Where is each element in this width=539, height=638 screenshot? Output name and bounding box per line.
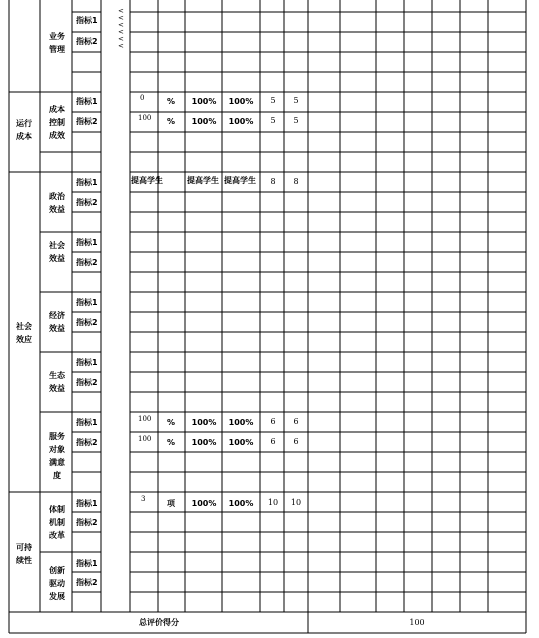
indicator-label: 指标2 xyxy=(76,198,98,207)
cost-row1-actual: 100% xyxy=(228,97,254,106)
political-row1-plan: 提高学生 xyxy=(187,176,219,185)
reform-row1-plan: 100% xyxy=(191,499,217,508)
indicator-label: 指标1 xyxy=(76,298,98,307)
reform-row1-actual: 100% xyxy=(228,499,254,508)
political-row1-target: 提高学生 xyxy=(131,176,163,185)
category-service-satisfaction: 服务 对象 满意 度 xyxy=(49,432,65,480)
indicator-label: 指标2 xyxy=(76,258,98,267)
total-score-value: 100 xyxy=(409,618,425,627)
cost-row1-plan: 100% xyxy=(191,97,217,106)
category-cost-control: 成本 控制 成效 xyxy=(49,105,65,140)
direction-marks: < < < < < < xyxy=(118,7,124,50)
indicator-label: 指标2 xyxy=(76,318,98,327)
cost-row1-weight: 5 xyxy=(270,96,276,105)
category-social-benefit: 社会 效益 xyxy=(49,241,65,263)
indicator-label: 指标1 xyxy=(76,16,98,25)
political-row1-weight: 8 xyxy=(270,177,276,186)
satisfaction-row2-target: 100 xyxy=(138,435,152,443)
political-row1-actual: 提高学生 xyxy=(224,176,256,185)
satisfaction-row1-unit: % xyxy=(166,418,175,427)
category-political-benefit: 政治 效益 xyxy=(49,192,65,214)
cost-row2-weight: 5 xyxy=(270,116,276,125)
dimension-social-effect: 社会 效应 xyxy=(16,322,32,344)
satisfaction-row2-weight: 6 xyxy=(270,437,276,446)
indicator-label: 指标2 xyxy=(76,117,98,126)
cost-row2-actual: 100% xyxy=(228,117,254,126)
category-economic-benefit: 经济 效益 xyxy=(49,311,65,333)
satisfaction-row1-score: 6 xyxy=(293,417,299,426)
satisfaction-row2-unit: % xyxy=(166,438,175,447)
cost-row1-target: 0 xyxy=(140,94,145,102)
category-innovation-driven: 创新 驱动 发展 xyxy=(49,566,65,601)
reform-row1-score: 10 xyxy=(290,498,302,507)
satisfaction-row1-weight: 6 xyxy=(270,417,276,426)
indicator-label: 指标1 xyxy=(76,559,98,568)
indicator-label: 指标2 xyxy=(76,378,98,387)
indicator-label: 指标1 xyxy=(76,97,98,106)
category-ecological-benefit: 生态 效益 xyxy=(49,371,65,393)
satisfaction-row1-plan: 100% xyxy=(191,418,217,427)
category-institutional-reform: 体制 机制 改革 xyxy=(49,505,65,540)
indicator-label: 指标2 xyxy=(76,578,98,587)
satisfaction-row2-score: 6 xyxy=(293,437,299,446)
satisfaction-row2-plan: 100% xyxy=(191,438,217,447)
reform-row1-weight: 10 xyxy=(267,498,279,507)
indicator-label: 指标1 xyxy=(76,238,98,247)
political-row1-score: 8 xyxy=(293,177,299,186)
cost-row1-score: 5 xyxy=(293,96,299,105)
cost-row2-target: 100 xyxy=(138,114,152,122)
category-business-management: 业务 管理 xyxy=(49,32,65,54)
satisfaction-row1-actual: 100% xyxy=(228,418,254,427)
cost-row2-plan: 100% xyxy=(191,117,217,126)
indicator-label: 指标1 xyxy=(76,358,98,367)
indicator-label: 指标1 xyxy=(76,418,98,427)
indicator-label: 指标2 xyxy=(76,37,98,46)
indicator-label: 指标1 xyxy=(76,499,98,508)
cost-row1-unit: % xyxy=(166,97,175,106)
satisfaction-row1-target: 100 xyxy=(138,415,152,423)
reform-row1-target: 3 xyxy=(141,495,146,503)
reform-row1-unit: 项 xyxy=(167,499,175,508)
cost-row2-unit: % xyxy=(166,117,175,126)
indicator-label: 指标2 xyxy=(76,518,98,527)
cost-row2-score: 5 xyxy=(293,116,299,125)
indicator-label: 指标2 xyxy=(76,438,98,447)
indicator-label: 指标1 xyxy=(76,178,98,187)
total-score-label: 总评价得分 xyxy=(139,618,179,627)
dimension-operating-cost: 运行 成本 xyxy=(16,119,32,141)
dimension-sustainability: 可持 续性 xyxy=(16,543,32,565)
satisfaction-row2-actual: 100% xyxy=(228,438,254,447)
